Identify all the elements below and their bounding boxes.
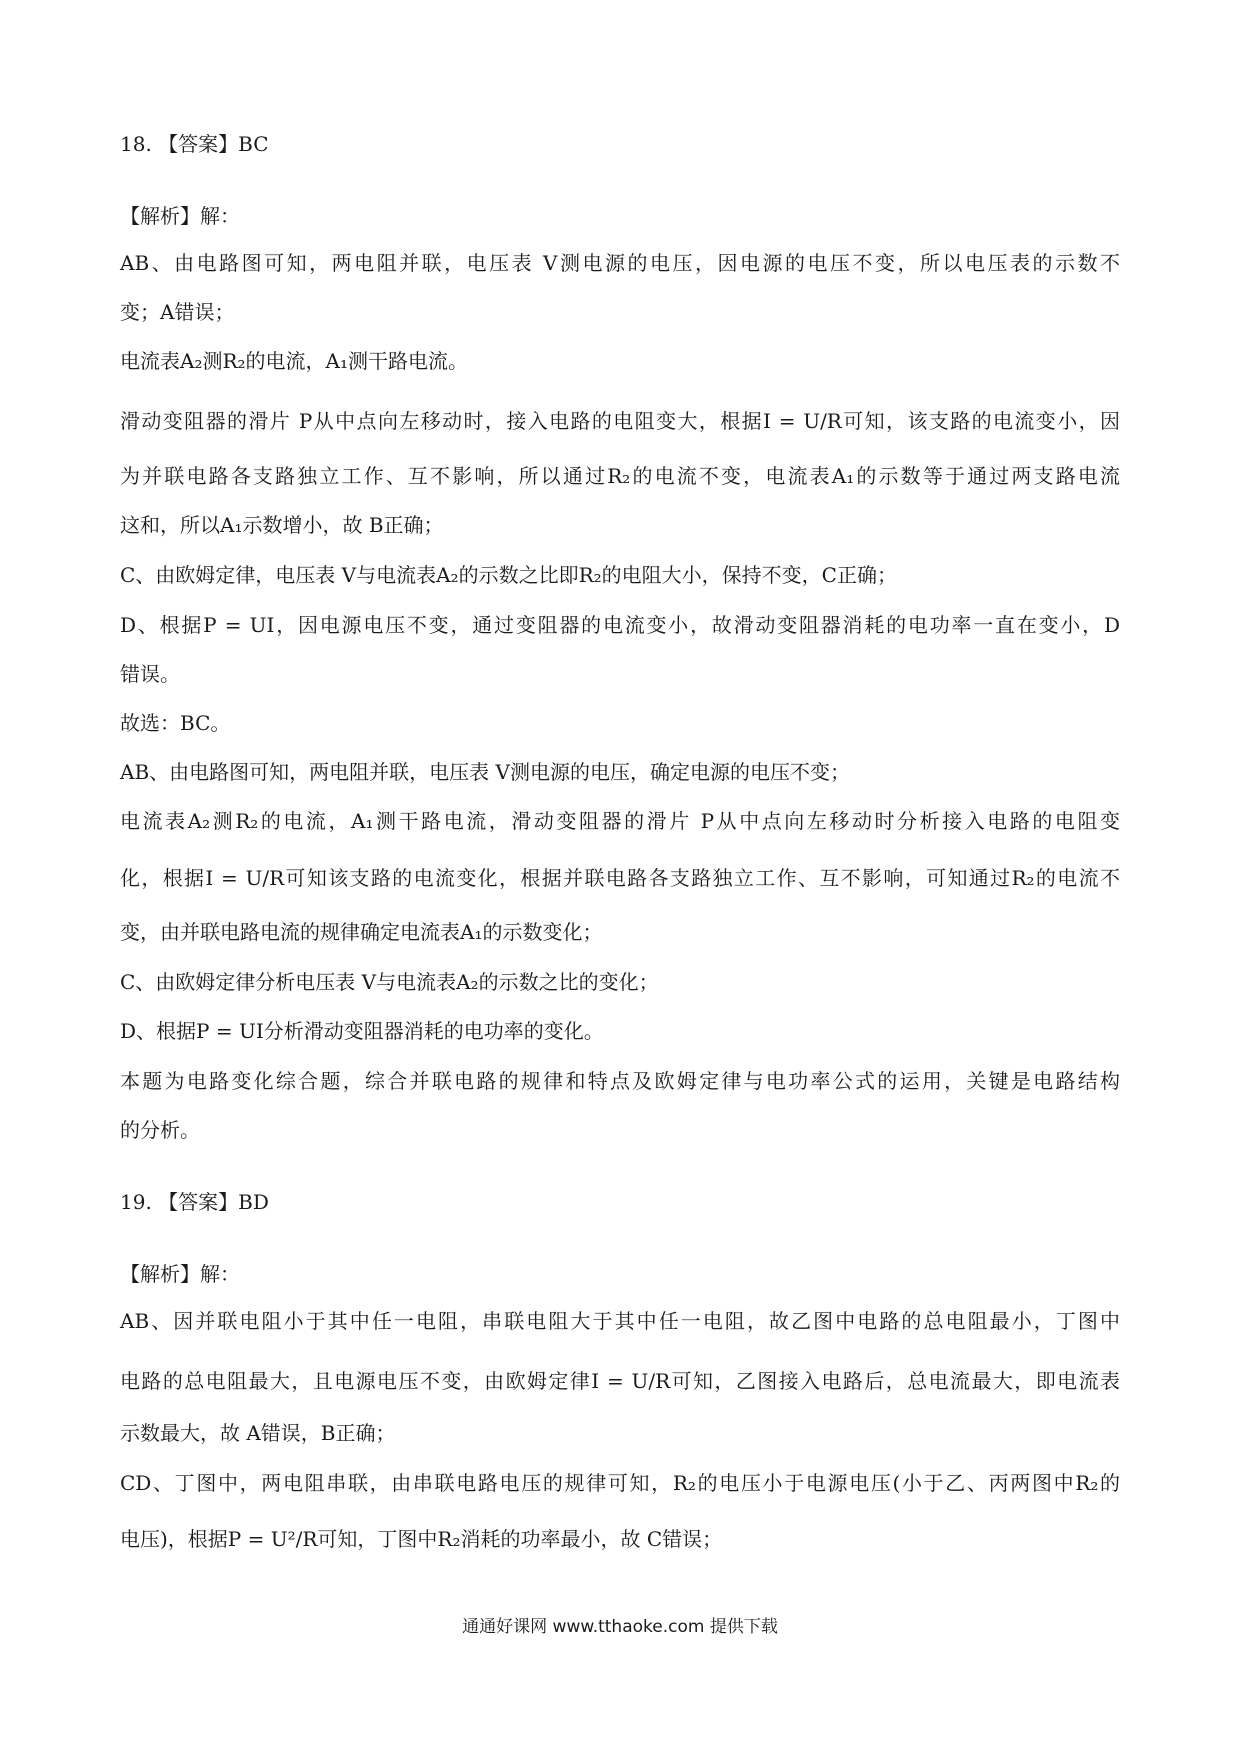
text-line: 【解析】解： [120,204,240,228]
text-line: 电路的总电阻最大，且电源电压不变，由欧姆定律I = U/R可知，乙图接入电路后，总电流最大，即电流表 [120,1369,1120,1393]
text-line: 化，根据I = U/R可知该支路的电流变化，根据并联电路各支路独立工作、互不影响，可知通过R₂的电流不 [120,866,1120,890]
text-line: 电流表A₂测R₂的电流，A₁测干路电流。 [120,349,468,373]
text-line: 本题为电路变化综合题，综合并联电路的规律和特点及欧姆定律与电功率公式的运用，关键是电路结构 [120,1069,1120,1093]
text-line: AB、由电路图可知，两电阻并联，电压表 V测电源的电压，确定电源的电压不变； [120,760,850,784]
text-line: 故选：BC。 [120,711,231,735]
text-line: 电流表A₂测R₂的电流，A₁测干路电流，滑动变阻器的滑片 P从中点向左移动时分析接入电路的电阻变 [120,809,1120,833]
page-footer: 通通好课网 www.tthaoke.com 提供下载 [462,1617,778,1637]
text-line: 【解析】解： [120,1262,240,1286]
text-line: AB、因并联电阻小于其中任一电阻，串联电阻大于其中任一电阻，故乙图中电路的总电阻最小，丁图中 [120,1309,1120,1333]
text-line: C、由欧姆定律，电压表 V与电流表A₂的示数之比即R₂的电阻大小，保持不变，C正确； [120,563,897,587]
text-line: 示数最大，故 A错误，B正确； [120,1421,396,1445]
text-line: CD、丁图中，两电阻串联，由串联电路电压的规律可知，R₂的电压小于电源电压(小于乙、丙两图中R₂的 [120,1471,1120,1495]
text-line: 变，由并联电路电流的规律确定电流表A₁的示数变化； [120,920,603,944]
text-line: C、由欧姆定律分析电压表 V与电流表A₂的示数之比的变化； [120,970,659,994]
text-line: 这和，所以A₁示数增小，故 B正确； [120,513,444,537]
text-line: 错误。 [120,662,180,686]
text-line: D、根据P = UI，因电源电压不变，通过变阻器的电流变小，故滑动变阻器消耗的电功率一直在变小，D [120,613,1120,637]
text-line: 为并联电路各支路独立工作、互不影响，所以通过R₂的电流不变，电流表A₁的示数等于通过两支路电流 [120,464,1120,488]
text-line: AB、由电路图可知，两电阻并联，电压表 V测电源的电压，因电源的电压不变，所以电压表的示数不 [120,251,1120,275]
text-line: 18. 【答案】BC [120,132,269,156]
text-line: 变；A错误； [120,300,235,324]
text-line: 滑动变阻器的滑片 P从中点向左移动时，接入电路的电阻变大，根据I = U/R可知，该支路的电流变小，因 [120,409,1120,433]
text-line: D、根据P = UI分析滑动变阻器消耗的电功率的变化。 [120,1019,604,1043]
text-line: 电压)，根据P = U²/R可知，丁图中R₂消耗的功率最小，故 C错误； [120,1527,723,1551]
text-line: 的分析。 [120,1118,200,1142]
text-line: 19. 【答案】BD [120,1190,269,1214]
